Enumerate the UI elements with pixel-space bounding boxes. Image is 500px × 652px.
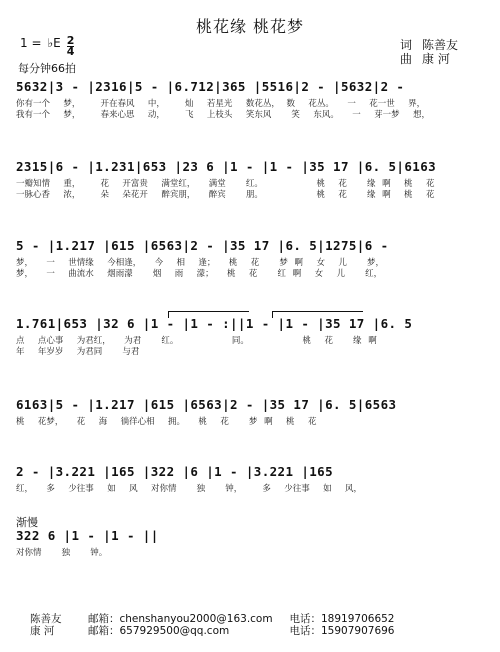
tempo-change: 渐慢 bbox=[16, 516, 38, 529]
email-label: 邮箱： bbox=[88, 613, 120, 625]
notes: 2 - |3.221 |165 |322 |6 |1 - |3.221 |165 bbox=[16, 464, 334, 479]
song-title: 桃花缘 桃花梦 bbox=[195, 17, 305, 36]
score-line-7 bbox=[16, 527, 484, 559]
score-line-2 bbox=[16, 158, 484, 201]
lyric-verse-1: 桃 花梦， 花 海 徜徉心相 拥。 桃 花 梦 啊 桃 花 bbox=[16, 417, 317, 427]
time-bottom: 4 bbox=[66, 45, 75, 58]
score-line-1 bbox=[16, 78, 484, 121]
lyric-verse-2: 我有一个 梦， 春来心思 动， 飞 上枝头 笑东风 笑 东风。 一 芽一梦 想， bbox=[16, 110, 431, 120]
notes: 322 6 |1 - |1 - || bbox=[16, 528, 159, 543]
score-line-4 bbox=[16, 315, 484, 358]
lyricist-role: 词 bbox=[400, 38, 413, 52]
lyric-verse-1: 一瓣知情 重， 花 开富贵 满堂红， 满堂 红。 桃 花 缘 啊 桃 花 bbox=[16, 179, 435, 189]
phone-label: 电话： bbox=[289, 613, 321, 625]
first-ending-bracket bbox=[168, 311, 249, 318]
lyricist-name: 陈善友 bbox=[422, 38, 459, 52]
time-signature bbox=[67, 36, 75, 57]
email-value: chenshanyou2000@163.com bbox=[119, 613, 273, 625]
tempo-marking: 每分钟66拍 bbox=[18, 62, 76, 75]
lyric-verse-1: 对你情 独 钟。 bbox=[16, 548, 108, 558]
score-line-6 bbox=[16, 463, 484, 495]
key-signature bbox=[20, 36, 74, 57]
contact-row bbox=[30, 613, 451, 625]
composer-role: 曲 bbox=[400, 52, 413, 66]
phone-label: 电话： bbox=[289, 625, 321, 637]
notes: 2315|6 - |1.231|653 |23 6 |1 - |1 - |35 17 |6. 5|6163 bbox=[16, 159, 437, 174]
lyric-verse-2: 梦， 一 曲流水 烟雨濛 烟 雨 濛； 桃 花 红 啊 女 儿 红， bbox=[16, 269, 383, 279]
lyric-verse-1: 红， 多 少往事 如 风 对你情 独 钟， 多 少往事 如 风， bbox=[16, 484, 363, 494]
credits bbox=[400, 38, 458, 66]
lyric-verse-1: 你有一个 梦， 开在春风 中， 灿 若星光 数花丛， 数 花丛。 一 花一世 界， bbox=[16, 99, 426, 109]
lyric-verse-1: 点 点心事 为君红， 为君 红。 同。 桃 花 缘 啊 bbox=[16, 336, 377, 346]
phone-value: 18919706652 bbox=[321, 613, 395, 625]
notes: 6163|5 - |1.217 |615 |6563|2 - |35 17 |6. 5|6563 bbox=[16, 397, 397, 412]
email-value: 657929500@qq.com bbox=[119, 625, 230, 637]
second-ending-bracket bbox=[272, 311, 363, 318]
notes: 5632|3 - |2316|5 - |6.712|365 |5516|2 - |5632|2 - bbox=[16, 79, 405, 94]
key-prefix: 1 = bbox=[20, 36, 42, 50]
time-top: 2 bbox=[66, 34, 75, 47]
contact-row bbox=[30, 625, 451, 637]
notes: 1.761|653 |32 6 |1 - |1 - :||1 - |1 - |35 17 |6. 5 bbox=[16, 316, 413, 331]
email-label: 邮箱： bbox=[88, 625, 120, 637]
lyric-verse-2: 年 年岁岁 为君同 与君 bbox=[16, 347, 140, 357]
contact-name: 陈善友 bbox=[30, 613, 62, 625]
score-line-5 bbox=[16, 396, 484, 439]
lyric-verse-2 bbox=[16, 428, 484, 439]
phone-value: 15907907696 bbox=[321, 625, 395, 637]
lyric-verse-2: 一脉心香 浓， 朵 朵花开 醉宾朋， 醉宾 朋。 桃 花 缘 啊 桃 花 bbox=[16, 190, 435, 200]
contact-name: 康 河 bbox=[30, 625, 55, 637]
score-line-3 bbox=[16, 237, 484, 280]
key-value: ♭E bbox=[47, 36, 61, 50]
contact-footer bbox=[30, 613, 451, 637]
lyric-verse-1: 梦， 一 世情缘 今相逢， 今 相 逢； 桃 花 梦 啊 女 儿 梦， bbox=[16, 258, 384, 268]
notes: 5 - |1.217 |615 |6563|2 - |35 17 |6. 5|1275|6 - bbox=[16, 238, 389, 253]
composer-name: 康 河 bbox=[422, 52, 450, 66]
